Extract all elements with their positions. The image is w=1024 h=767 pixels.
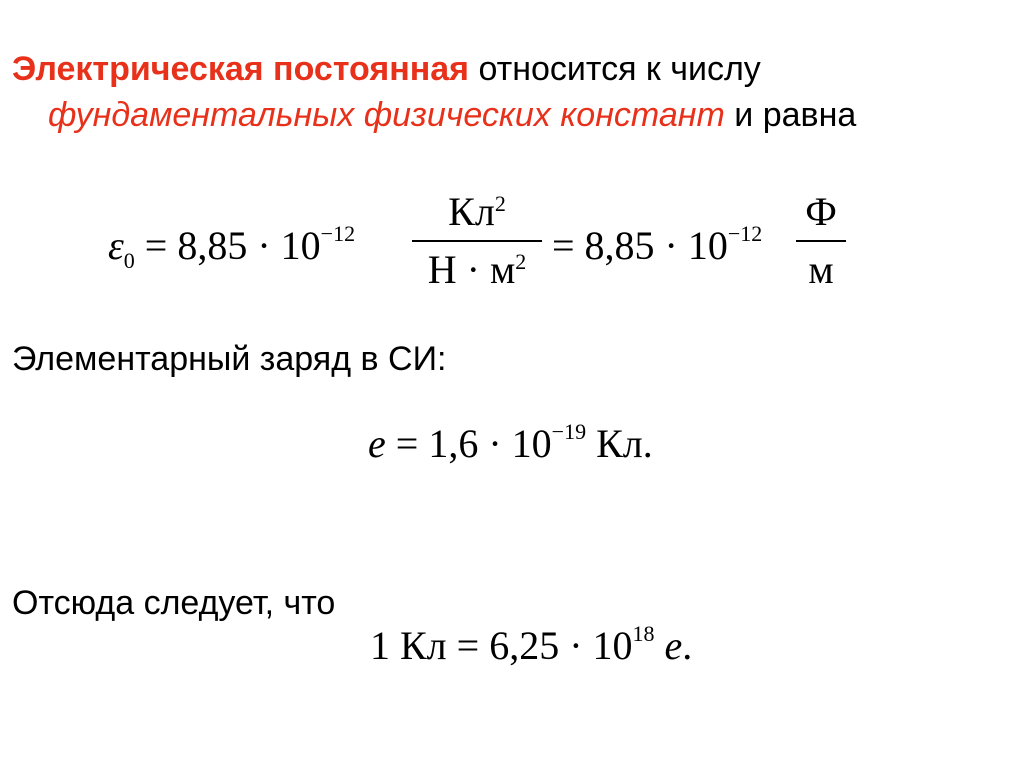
conclusion-symbol: e <box>654 623 683 668</box>
charge-label: Элементарный заряд в СИ: <box>12 340 447 378</box>
fraction-1-denominator <box>412 246 542 294</box>
fraction-2-numerator: Ф <box>805 189 837 234</box>
fraction-2-denominator: м <box>808 247 834 292</box>
conclusion-end: . <box>682 623 693 668</box>
fraction-farad-per-meter <box>796 188 846 294</box>
fraction-1-denominator-base: Н · м <box>427 247 516 292</box>
charge-unit: Кл. <box>586 421 653 466</box>
charge-symbol: e <box>368 421 386 466</box>
epsilon-subscript: 0 <box>123 248 135 273</box>
epsilon-value-2: = 8,85 · 10 <box>552 223 728 268</box>
fraction-1-numerator-sup: 2 <box>494 191 506 216</box>
fraction-2-bar <box>796 240 846 242</box>
fraction-coulomb-per-newton-meter <box>412 188 542 294</box>
epsilon-formula-left <box>108 221 356 273</box>
epsilon-exponent-2: −12 <box>727 221 763 246</box>
epsilon-formula-middle <box>552 222 762 269</box>
fraction-1-bar <box>412 240 542 242</box>
conclusion-label: Отсюда следует, что <box>12 584 336 622</box>
conclusion-lhs: 1 Кл = 6,25 · 10 <box>370 623 633 668</box>
conclusion-formula <box>370 622 692 669</box>
intro-line-2-text: и равна <box>724 96 857 134</box>
intro-line-2 <box>48 92 856 138</box>
intro-line-1-text: относится к числу <box>469 50 761 88</box>
fraction-1-numerator <box>412 188 542 236</box>
charge-formula <box>368 420 653 467</box>
electric-constant-term: Электрическая постоянная <box>12 50 470 88</box>
fraction-1-numerator-base: Кл <box>448 189 495 234</box>
epsilon-value-1: = 8,85 · 10 <box>134 223 321 268</box>
charge-exponent: −19 <box>551 419 587 444</box>
epsilon-symbol: ε <box>108 223 124 268</box>
epsilon-exponent-1: −12 <box>320 221 356 246</box>
fundamental-constants-term: фундаментальных физических констант <box>48 96 725 134</box>
conclusion-exponent: 18 <box>632 621 655 646</box>
fraction-1-denominator-sup: 2 <box>515 249 527 274</box>
charge-value: = 1,6 · 10 <box>385 421 552 466</box>
intro-line-1 <box>12 46 761 92</box>
